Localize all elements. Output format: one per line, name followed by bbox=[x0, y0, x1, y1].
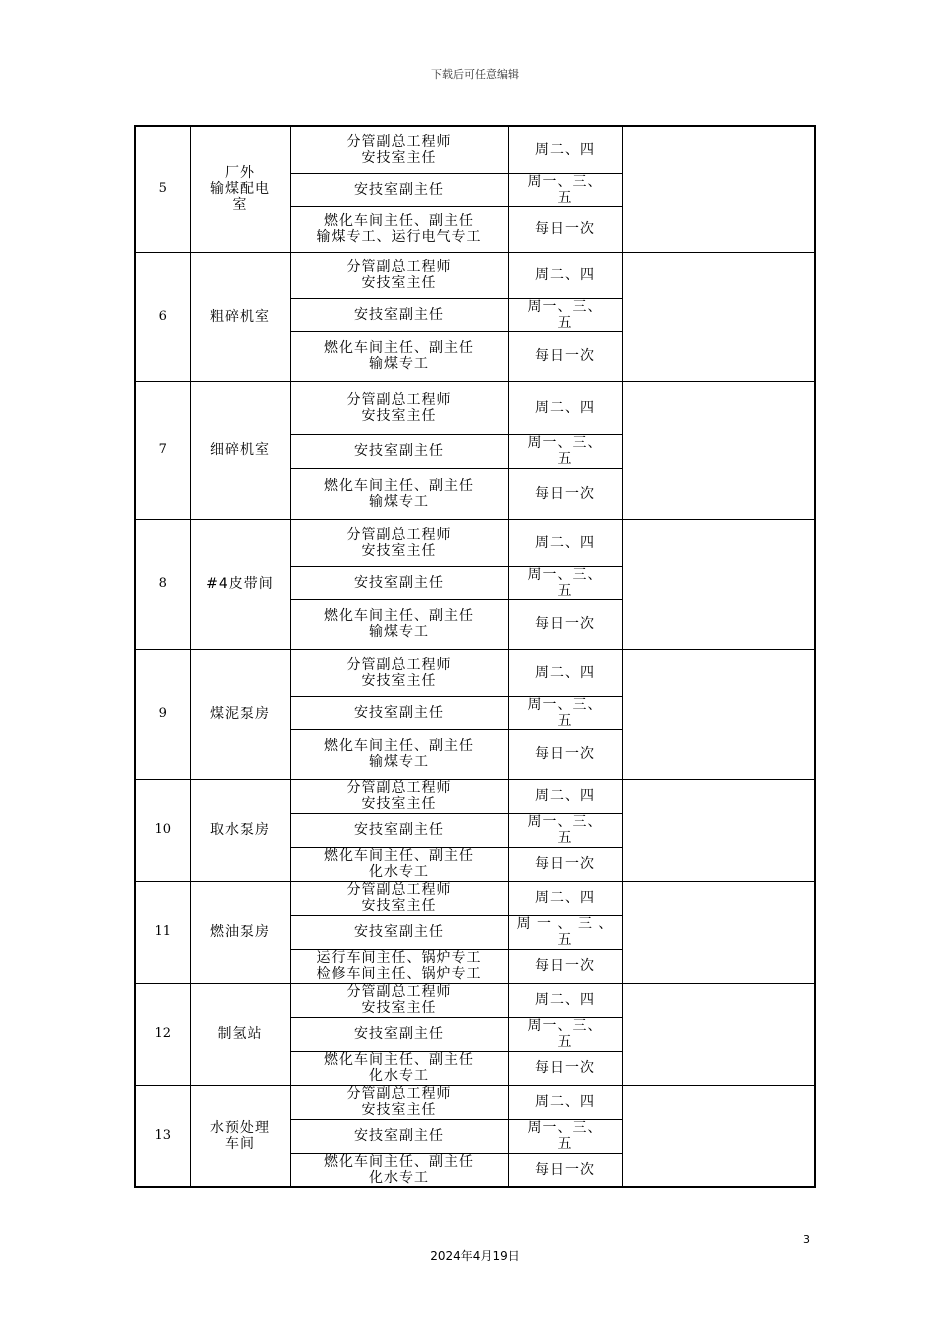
frequency-cell bbox=[508, 915, 622, 949]
frequency-text: 每日一次 bbox=[535, 1161, 595, 1178]
place-name: 细碎机室 bbox=[210, 442, 270, 458]
frequency-cell bbox=[508, 696, 622, 729]
inspector-text: 燃化车间主任、副主任 化水专工 bbox=[324, 1153, 474, 1186]
frequency-cell bbox=[508, 649, 622, 696]
place-cell bbox=[190, 881, 290, 983]
row-number: 8 bbox=[135, 519, 190, 649]
place-cell bbox=[190, 1085, 290, 1187]
inspector-text: 安技室副主任 bbox=[354, 181, 444, 198]
inspector-text: 分管副总工程师 安技室主任 bbox=[346, 391, 452, 424]
inspector-cell bbox=[290, 779, 508, 813]
place-cell bbox=[190, 779, 290, 881]
place-name: 取水泵房 bbox=[210, 822, 270, 838]
footer-date: 2024年4月19日 bbox=[430, 1249, 520, 1263]
inspector-cell bbox=[290, 881, 508, 915]
row-number: 9 bbox=[135, 649, 190, 779]
table-row bbox=[135, 983, 815, 1017]
frequency-cell bbox=[508, 813, 622, 847]
frequency-text: 每日一次 bbox=[535, 348, 595, 364]
inspector-cell bbox=[290, 434, 508, 468]
inspector-text: 安技室副主任 bbox=[354, 574, 444, 591]
frequency-cell bbox=[508, 1051, 622, 1085]
frequency-text: 周二、四 bbox=[535, 141, 595, 158]
place-cell bbox=[190, 252, 290, 381]
inspector-text: 燃化车间主任、副主任 输煤专工 bbox=[324, 477, 474, 510]
frequency-cell bbox=[508, 881, 622, 915]
inspector-cell bbox=[290, 949, 508, 983]
header-note: 下载后可任意编辑 bbox=[431, 68, 519, 81]
inspector-text: 分管副总工程师 安技室主任 bbox=[346, 259, 452, 291]
inspector-text: 燃化车间主任、副主任 输煤专工 bbox=[324, 608, 474, 640]
inspector-cell bbox=[290, 599, 508, 649]
table-row bbox=[135, 126, 815, 173]
inspector-cell bbox=[290, 1085, 508, 1119]
frequency-cell bbox=[508, 468, 622, 519]
inspector-text: 燃化车间主任、副主任 化水专工 bbox=[324, 848, 474, 880]
inspector-text: 安技室副主任 bbox=[354, 924, 444, 940]
remarks-cell bbox=[622, 381, 815, 519]
frequency-cell bbox=[508, 331, 622, 381]
inspector-cell bbox=[290, 252, 508, 298]
inspector-text: 安技室副主任 bbox=[354, 1026, 444, 1042]
frequency-text: 周二、四 bbox=[535, 267, 595, 283]
frequency-text: 周二、四 bbox=[535, 788, 595, 804]
frequency-text: 周一、三、 五 bbox=[527, 298, 603, 331]
frequency-text: 周二、四 bbox=[535, 534, 595, 551]
frequency-text: 周一、三、 五 bbox=[527, 1018, 603, 1050]
frequency-text: 每日一次 bbox=[535, 1060, 595, 1076]
place-cell bbox=[190, 983, 290, 1085]
frequency-text: 周二、四 bbox=[535, 992, 595, 1008]
frequency-text: 周二、四 bbox=[535, 664, 595, 681]
frequency-text: 周 一 、 三 、 五 bbox=[516, 916, 614, 948]
place-name: 水预处理 车间 bbox=[210, 1119, 270, 1152]
inspector-cell bbox=[290, 519, 508, 566]
frequency-cell bbox=[508, 252, 622, 298]
frequency-cell bbox=[508, 434, 622, 468]
frequency-text: 每日一次 bbox=[535, 856, 595, 872]
row-number: 7 bbox=[135, 381, 190, 519]
frequency-cell bbox=[508, 1085, 622, 1119]
place-cell bbox=[190, 126, 290, 252]
inspector-text: 分管副总工程师 安技室主任 bbox=[346, 780, 452, 812]
frequency-cell bbox=[508, 298, 622, 331]
place-cell bbox=[190, 649, 290, 779]
inspector-cell bbox=[290, 1017, 508, 1051]
inspector-text: 运行车间主任、锅炉专工 检修车间主任、锅炉专工 bbox=[316, 950, 482, 982]
inspector-cell bbox=[290, 298, 508, 331]
remarks-cell bbox=[622, 881, 815, 983]
place-name: 燃油泵房 bbox=[210, 924, 270, 940]
table-row bbox=[135, 881, 815, 915]
inspector-text: 燃化车间主任、副主任 输煤专工 bbox=[324, 340, 474, 372]
frequency-text: 周一、三、 五 bbox=[527, 566, 603, 599]
frequency-cell bbox=[508, 1119, 622, 1153]
row-number: 13 bbox=[135, 1085, 190, 1187]
frequency-cell bbox=[508, 1017, 622, 1051]
inspector-cell bbox=[290, 331, 508, 381]
frequency-cell bbox=[508, 779, 622, 813]
frequency-cell bbox=[508, 381, 622, 434]
table-row bbox=[135, 519, 815, 566]
frequency-cell bbox=[508, 126, 622, 173]
remarks-cell bbox=[622, 1085, 815, 1187]
remarks-cell bbox=[622, 519, 815, 649]
inspector-text: 安技室副主任 bbox=[354, 306, 444, 323]
remarks-cell bbox=[622, 649, 815, 779]
inspector-cell bbox=[290, 173, 508, 206]
inspector-cell bbox=[290, 566, 508, 599]
row-number: 10 bbox=[135, 779, 190, 881]
frequency-cell bbox=[508, 599, 622, 649]
inspector-cell bbox=[290, 126, 508, 173]
frequency-text: 每日一次 bbox=[535, 746, 595, 762]
frequency-text: 周一、三、 五 bbox=[527, 173, 603, 206]
place-name: 粗碎机室 bbox=[210, 308, 270, 325]
frequency-text: 每日一次 bbox=[535, 221, 595, 237]
inspector-text: 燃化车间主任、副主任 化水专工 bbox=[324, 1052, 474, 1084]
remarks-cell bbox=[622, 252, 815, 381]
inspector-text: 分管副总工程师 安技室主任 bbox=[346, 1086, 452, 1118]
frequency-text: 周一、三、 五 bbox=[527, 814, 603, 846]
frequency-cell bbox=[508, 519, 622, 566]
frequency-cell bbox=[508, 1153, 622, 1187]
table-row bbox=[135, 779, 815, 813]
frequency-text: 每日一次 bbox=[535, 616, 595, 632]
row-number: 6 bbox=[135, 252, 190, 381]
row-number: 11 bbox=[135, 881, 190, 983]
place-name: 煤泥泵房 bbox=[210, 706, 270, 722]
frequency-text: 每日一次 bbox=[535, 485, 595, 502]
frequency-cell bbox=[508, 729, 622, 779]
inspector-text: 安技室副主任 bbox=[354, 443, 444, 459]
page-number: 3 bbox=[803, 1233, 810, 1246]
frequency-cell bbox=[508, 173, 622, 206]
inspector-text: 安技室副主任 bbox=[354, 704, 444, 721]
table-row bbox=[135, 381, 815, 434]
place-cell bbox=[190, 519, 290, 649]
row-number: 12 bbox=[135, 983, 190, 1085]
remarks-cell bbox=[622, 126, 815, 252]
inspector-text: 分管副总工程师 安技室主任 bbox=[346, 882, 452, 914]
frequency-text: 每日一次 bbox=[535, 958, 595, 974]
inspector-cell bbox=[290, 696, 508, 729]
inspector-cell bbox=[290, 729, 508, 779]
inspector-text: 分管副总工程师 安技室主任 bbox=[346, 984, 452, 1016]
table-row bbox=[135, 252, 815, 298]
inspector-text: 燃化车间主任、副主任 输煤专工 bbox=[324, 738, 474, 770]
inspector-cell bbox=[290, 381, 508, 434]
frequency-text: 周一、三、 五 bbox=[527, 696, 603, 729]
inspector-cell bbox=[290, 206, 508, 252]
frequency-text: 周一、三、 五 bbox=[527, 435, 603, 467]
frequency-cell bbox=[508, 566, 622, 599]
inspector-text: 分管副总工程师 安技室主任 bbox=[346, 133, 452, 166]
inspector-text: 分管副总工程师 安技室主任 bbox=[346, 526, 452, 559]
inspector-cell bbox=[290, 1153, 508, 1187]
inspector-cell bbox=[290, 847, 508, 881]
inspector-text: 安技室副主任 bbox=[354, 822, 444, 838]
inspection-table bbox=[134, 125, 816, 1188]
frequency-cell bbox=[508, 206, 622, 252]
table-row bbox=[135, 649, 815, 696]
inspector-cell bbox=[290, 983, 508, 1017]
place-name: 制氢站 bbox=[217, 1026, 263, 1042]
inspector-cell bbox=[290, 813, 508, 847]
frequency-text: 周二、四 bbox=[535, 890, 595, 906]
remarks-cell bbox=[622, 983, 815, 1085]
inspector-cell bbox=[290, 649, 508, 696]
frequency-cell bbox=[508, 847, 622, 881]
inspector-cell bbox=[290, 915, 508, 949]
frequency-text: 周二、四 bbox=[535, 399, 595, 416]
place-name: #4皮带间 bbox=[206, 576, 274, 592]
frequency-cell bbox=[508, 983, 622, 1017]
inspector-cell bbox=[290, 1051, 508, 1085]
inspector-text: 分管副总工程师 安技室主任 bbox=[346, 656, 452, 689]
inspector-text: 燃化车间主任、副主任 输煤专工、运行电气专工 bbox=[316, 213, 482, 245]
inspector-cell bbox=[290, 1119, 508, 1153]
inspector-text: 安技室副主任 bbox=[354, 1128, 444, 1144]
place-name: 厂外 输煤配电 室 bbox=[210, 165, 270, 214]
remarks-cell bbox=[622, 779, 815, 881]
frequency-text: 周二、四 bbox=[535, 1094, 595, 1110]
inspector-cell bbox=[290, 468, 508, 519]
table-row bbox=[135, 1085, 815, 1119]
place-cell bbox=[190, 381, 290, 519]
row-number: 5 bbox=[135, 126, 190, 252]
frequency-cell bbox=[508, 949, 622, 983]
frequency-text: 周一、三、 五 bbox=[527, 1120, 603, 1152]
